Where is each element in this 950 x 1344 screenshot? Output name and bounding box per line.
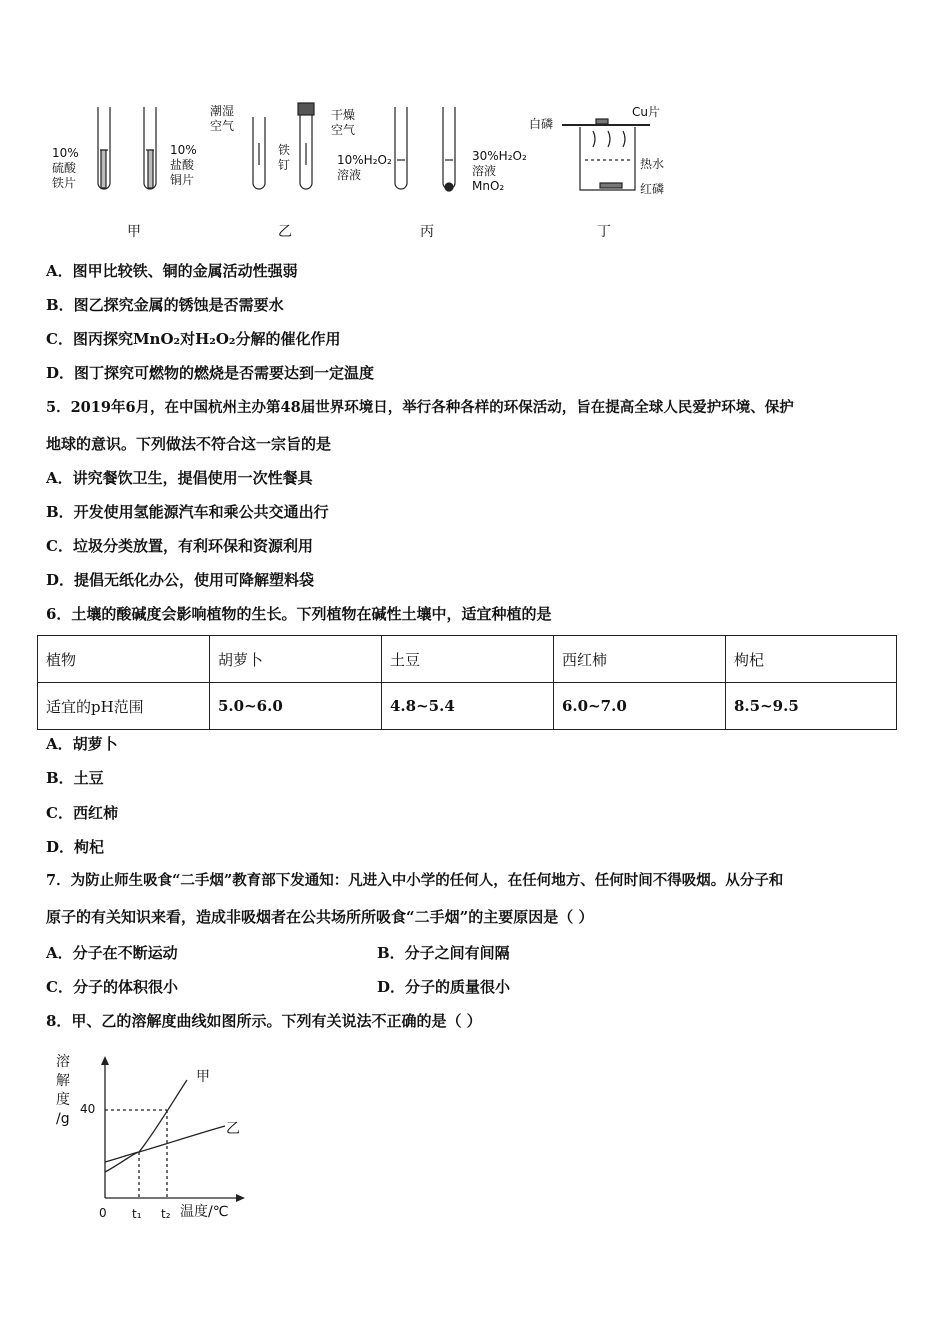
q5-stem-line1: 5．2019年6月，在中国杭州主办第48届世界环境日，举行各种各样的环保活动，旨在提高全球人民爱护环境、保护 [46,399,794,416]
yi-top-right-label: 干燥 空气 [331,108,356,137]
caption-ding: 丁 [597,224,611,240]
table-row [38,683,897,730]
q6-option-d: D．枸杞 [46,838,105,856]
q4-option-a: A．图甲比较铁、铜的金属活动性强弱 [46,262,298,280]
jia-right-label: 10% 盐酸 铜片 [170,143,197,187]
jia-left-label: 10% 硫酸 铁片 [52,146,79,190]
q4-option-b: B．图乙探究金属的锈蚀是否需要水 [46,296,284,314]
q4-option-d: D．图丁探究可燃物的燃烧是否需要达到一定温度 [46,364,375,382]
bing-left-label: 10%H₂O₂ 溶液 [337,153,392,182]
table-cell: 土豆 [382,636,554,683]
t2-label: t₂ [161,1207,171,1221]
q5-option-b: B．开发使用氢能源汽车和乘公共交通出行 [46,503,329,521]
q5-option-c: C．垃圾分类放置，有利环保和资源利用 [46,537,313,555]
caption-jia: 甲 [127,224,141,240]
ding-red-phosphorus-label: 红磷 [640,182,665,196]
q6-stem: 6．土壤的酸碱度会影响植物的生长。下列植物在碱性土壤中，适宜种植的是 [46,605,552,623]
q7-stem-line1: 7．为防止师生吸食“二手烟”教育部下发通知：凡进入中小学的任何人，在任何地方、任何时间不得吸烟。从分子和 [46,872,784,889]
q7-option-b: B．分子之间有间隔 [377,944,510,962]
q6-option-a: A．胡萝卜 [46,735,118,753]
origin-label: 0 [99,1206,107,1220]
caption-yi: 乙 [278,224,292,240]
yi-middle-label: 铁 钉 [278,143,291,172]
solubility-axes [50,1050,270,1230]
t1-label: t₁ [132,1207,142,1221]
x-axis-label: 温度/℃ [180,1204,229,1220]
q5-option-a: A．讲究餐饮卫生，提倡使用一次性餐具 [46,469,313,487]
table-cell: 西红柿 [554,636,726,683]
table-row [38,636,897,683]
table-cell: 6.0~7.0 [554,683,726,730]
curve-jia-label: 甲 [196,1069,210,1085]
q5-option-d: D．提倡无纸化办公，使用可降解塑料袋 [46,571,315,589]
ph-table [37,635,897,730]
q7-stem-line2: 原子的有关知识来看，造成非吸烟者在公共场所所吸食“二手烟”的主要原因是（ ） [46,908,594,926]
table-cell: 胡萝卜 [210,636,382,683]
table-cell: 植物 [38,636,210,683]
y-value-40: 40 [80,1102,96,1116]
y-axis-label: 溶 解 度 /g [56,1054,70,1127]
ding-water-label: 热水 [640,157,665,171]
q7-option-c: C．分子的体积很小 [46,978,178,996]
table-cell: 4.8~5.4 [382,683,554,730]
table-cell: 枸杞 [726,636,897,683]
curve-yi-label: 乙 [226,1121,240,1137]
caption-bing: 丙 [420,224,434,240]
table-cell: 适宜的pH范围 [38,683,210,730]
q6-option-c: C．西红柿 [46,804,118,822]
q5-stem-line2: 地球的意识。下列做法不符合这一宗旨的是 [46,435,332,453]
bing-right-label: 30%H₂O₂ 溶液 MnO₂ [472,149,527,193]
q8-stem: 8．甲、乙的溶解度曲线如图所示。下列有关说法不正确的是（ ） [46,1012,482,1030]
q4-option-c: C．图丙探究MnO₂对H₂O₂分解的催化作用 [46,330,341,348]
table-cell: 5.0~6.0 [210,683,382,730]
curve-yi [105,1126,225,1162]
table-cell: 8.5~9.5 [726,683,897,730]
ding-top-right-label: Cu片 [632,105,660,119]
ding-left-label: 白磷 [529,117,554,131]
q7-option-a: A．分子在不断运动 [46,944,178,962]
yi-top-left-label: 潮湿 空气 [210,104,235,133]
q6-option-b: B．土豆 [46,769,104,787]
q7-option-d: D．分子的质量很小 [377,978,511,996]
